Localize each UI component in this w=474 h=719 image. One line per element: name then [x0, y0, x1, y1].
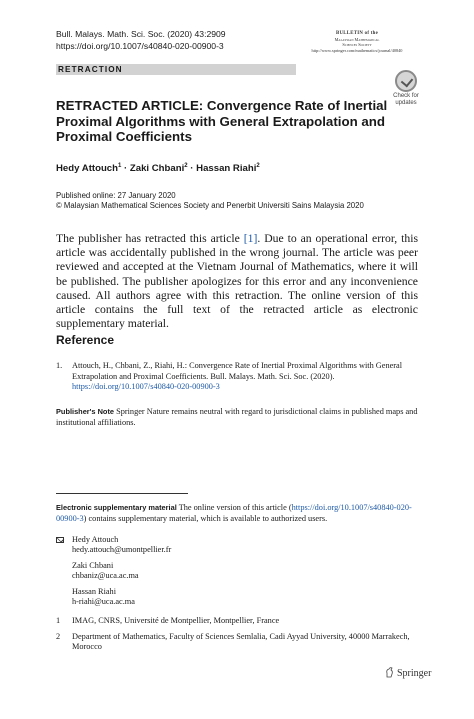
contact-3	[72, 587, 135, 608]
contact-name: Zaki Chbani	[72, 561, 114, 570]
reference-number: 1.	[56, 361, 63, 370]
author-2-affil: 2	[184, 163, 188, 169]
reference-link[interactable]: [1]	[243, 232, 258, 245]
contact-email[interactable]: chbaniz@uca.ac.ma	[72, 571, 139, 581]
body-text-end: . Due to an operational error, this article was accidentally published in the wrong journal. The article was peer reviewed and accepted at the Vietnam Journal of Mathematics, where it will be published. The publisher apologizes for this error and any inconvenience caused. All authors agree with this retraction. The online version of this article contains the full text of the retracted article as electronic supplementary material.	[56, 232, 419, 331]
springer-logo	[385, 667, 431, 679]
supplementary-material-note	[56, 503, 418, 524]
badge-line-2: updates	[395, 99, 417, 106]
contact-1	[72, 535, 171, 556]
check-updates-icon	[395, 70, 417, 92]
esm-text-end: ) contains supplementary material, which is available to authorized users.	[83, 513, 328, 523]
reference-text: Attouch, H., Chbani, Z., Riahi, H.: Convergence Rate of Inertial Proximal Algorithms with General Extrapolation and Proximal Coefficients. Bull. Malays. Math. Sci. Soc. (2020).	[72, 361, 403, 381]
check-for-updates-badge[interactable]	[390, 70, 422, 107]
copyright-line: © Malaysian Mathematical Sciences Society and Penerbit Universiti Sains Malaysia 2020	[56, 201, 364, 210]
article-title: RETRACTED ARTICLE: Convergence Rate of Inertial Proximal Algorithms with General Extrapolation and Proximal Coefficients	[56, 98, 388, 145]
author-separator: ·	[187, 163, 197, 175]
retraction-label: RETRACTION	[58, 64, 123, 74]
reference-doi-link[interactable]: https://doi.org/10.1007/s40840-020-00900-3	[72, 382, 220, 392]
affiliation-text: IMAG, CNRS, Université de Montpellier, Montpellier, France	[72, 616, 280, 625]
author-1[interactable]: Hedy Attouch	[56, 163, 119, 175]
contact-name: Hassan Riahi	[72, 587, 117, 596]
author-3-affil: 2	[256, 163, 260, 169]
author-1-affil: 1	[118, 163, 122, 169]
footnote-divider	[56, 493, 188, 494]
references-heading: Reference	[56, 333, 115, 347]
esm-doi-link[interactable]: https://doi.org/10.1007/s40840-020-00900-3	[56, 503, 412, 523]
brand-line-1: BULLETIN of the	[335, 31, 379, 36]
email-icon	[56, 537, 64, 543]
retraction-notice-text	[56, 232, 418, 331]
body-text-start: The publisher has retracted this article	[56, 232, 244, 245]
esm-label: Electronic supplementary material	[56, 503, 177, 512]
springer-horse-icon	[385, 667, 394, 678]
publishers-note	[56, 407, 418, 428]
esm-text-start: The online version of this article (	[176, 503, 292, 512]
author-2[interactable]: Zaki Chbani	[129, 163, 185, 175]
reference-entry	[72, 361, 419, 393]
brand-line-2: Malaysian Mathematical	[334, 36, 380, 42]
affiliation-text: Department of Mathematics, Faculty of Sciences Semlalia, Cadi Ayyad University, 40000 Marrakech, Morocco	[72, 632, 410, 652]
contact-email[interactable]: hedy.attouch@umontpellier.fr	[72, 545, 172, 555]
journal-citation: Bull. Malays. Math. Sci. Soc. (2020) 43:2909	[56, 29, 226, 39]
publishers-note-label: Publisher's Note	[56, 407, 115, 416]
contact-2	[72, 561, 139, 582]
publishers-note-text: Springer Nature remains neutral with regard to jurisdictional claims in published maps and institutional affiliations.	[56, 407, 418, 427]
contact-name: Hedy Attouch	[72, 535, 119, 544]
published-date: Published online: 27 January 2020	[56, 191, 176, 200]
author-separator: ·	[121, 163, 130, 175]
brand-line-3: Sciences Society	[342, 42, 372, 48]
author-list	[56, 163, 260, 174]
author-3[interactable]: Hassan Riahi	[196, 163, 257, 175]
brand-line-4[interactable]: http://www.springer.com/mathematics/journal/40840	[311, 47, 403, 53]
article-doi[interactable]: https://doi.org/10.1007/s40840-020-00900-3	[56, 41, 224, 51]
journal-brand	[302, 30, 412, 53]
affiliation-number: 2	[56, 632, 61, 641]
contact-email[interactable]: h-riahi@uca.ac.ma	[72, 597, 135, 607]
springer-wordmark: Springer	[397, 668, 432, 679]
affiliation-number: 1	[56, 616, 61, 625]
badge-line-1: Check for	[393, 93, 419, 99]
